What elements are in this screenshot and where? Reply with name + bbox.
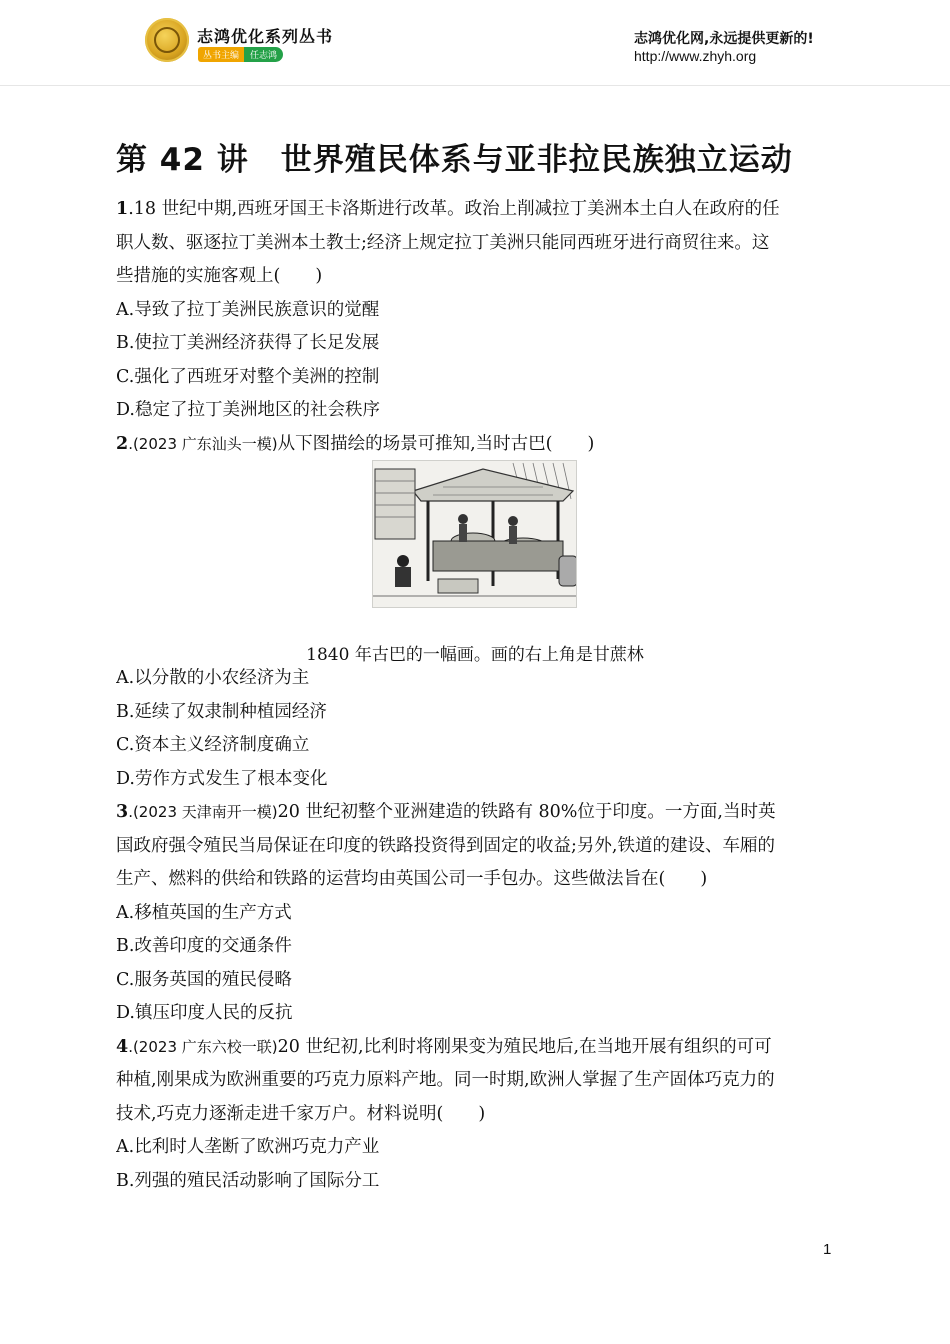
question-text: 20 世纪初整个亚洲建造的铁路有 80%位于印度。一方面,当时英 <box>277 802 776 822</box>
editor-name: 任志鸿 <box>244 47 283 62</box>
brand-title: 志鸿优化系列丛书 <box>197 27 334 46</box>
question-1-line <box>116 193 836 227</box>
option-c: C.服务英国的殖民侵略 <box>116 969 292 990</box>
option-b: B.使拉丁美洲经济获得了长足发展 <box>116 333 380 353</box>
question-text: 20 世纪初,比利时将刚果变为殖民地后,在当地开展有组织的可可 <box>277 1036 772 1057</box>
question-3-line: 生产、燃料的供给和铁路的运营均由英国公司一手包办。这些做法旨在( ) <box>116 869 708 889</box>
site-slogan: 志鸿优化网,永远提供更新的! <box>634 31 814 47</box>
editor-label: 丛书主编 <box>198 47 244 62</box>
option-a: A.比利时人垄断了欧洲巧克力产业 <box>116 1137 380 1157</box>
option-b: B.改善印度的交通条件 <box>116 936 292 956</box>
cuba-sugar-mill-illustration <box>372 460 577 608</box>
option-a: A.导致了拉丁美洲民族意识的觉醒 <box>116 299 380 320</box>
option-c: C.强化了西班牙对整个美洲的控制 <box>116 366 380 387</box>
question-number: 3 <box>116 802 129 822</box>
question-4-line <box>116 1031 836 1065</box>
question-source: .(2023 广东六校一联) <box>128 1037 278 1056</box>
question-3-line <box>116 796 836 830</box>
page-header <box>0 0 950 92</box>
page-title: 第 42 讲 世界殖民体系与亚非拉民族独立运动 <box>116 142 793 178</box>
option-b: B.列强的殖民活动影响了国际分工 <box>116 1170 380 1191</box>
question-1-line: 些措施的实施客观上( ) <box>116 266 323 286</box>
page-number: 1 <box>823 1241 832 1258</box>
question-text: .18 世纪中期,西班牙国王卡洛斯进行改革。政治上削减拉丁美洲本土白人在政府的任 <box>128 199 780 219</box>
option-d: D.稳定了拉丁美洲地区的社会秩序 <box>116 400 380 420</box>
question-number: 1 <box>116 199 129 219</box>
brand-logo-icon <box>145 18 189 62</box>
question-number: 2 <box>116 433 129 454</box>
option-d: D.劳作方式发生了根本变化 <box>116 768 328 789</box>
option-d: D.镇压印度人民的反抗 <box>116 1003 293 1023</box>
figure-caption: 1840 年古巴的一幅画。画的右上角是甘蔗林 <box>306 645 644 665</box>
option-a: A.移植英国的生产方式 <box>116 902 292 923</box>
question-source: .(2023 广东汕头一模) <box>128 434 278 453</box>
question-4-line: 种植,刚果成为欧洲重要的巧克力原料产地。同一时期,欧洲人掌握了生产固体巧克力的 <box>116 1070 775 1090</box>
option-c: C.资本主义经济制度确立 <box>116 735 310 755</box>
question-3-line: 国政府强令殖民当局保证在印度的铁路投资得到固定的收益;另外,铁道的建设、车厢的 <box>116 835 775 856</box>
question-4-line: 技术,巧克力逐渐走进千家万户。材料说明( ) <box>116 1103 486 1124</box>
engraving-drawing <box>373 461 577 608</box>
question-content <box>116 193 836 1198</box>
question-1-line: 职人数、驱逐拉丁美洲本土教士;经济上规定拉丁美洲只能同西班牙进行商贸往来。这 <box>116 232 770 253</box>
question-2-line <box>116 428 836 462</box>
option-b: B.延续了奴隶制种植园经济 <box>116 701 327 722</box>
brand-subtitle <box>198 47 283 61</box>
question-text: 从下图描绘的场景可推知,当时古巴( ) <box>277 433 595 454</box>
site-url-link[interactable]: http://www.zhyh.org <box>634 48 757 64</box>
question-number: 4 <box>116 1036 129 1057</box>
option-a: A.以分散的小农经济为主 <box>116 668 310 688</box>
header-divider <box>0 85 950 86</box>
question-source: .(2023 天津南开一模) <box>128 803 278 821</box>
